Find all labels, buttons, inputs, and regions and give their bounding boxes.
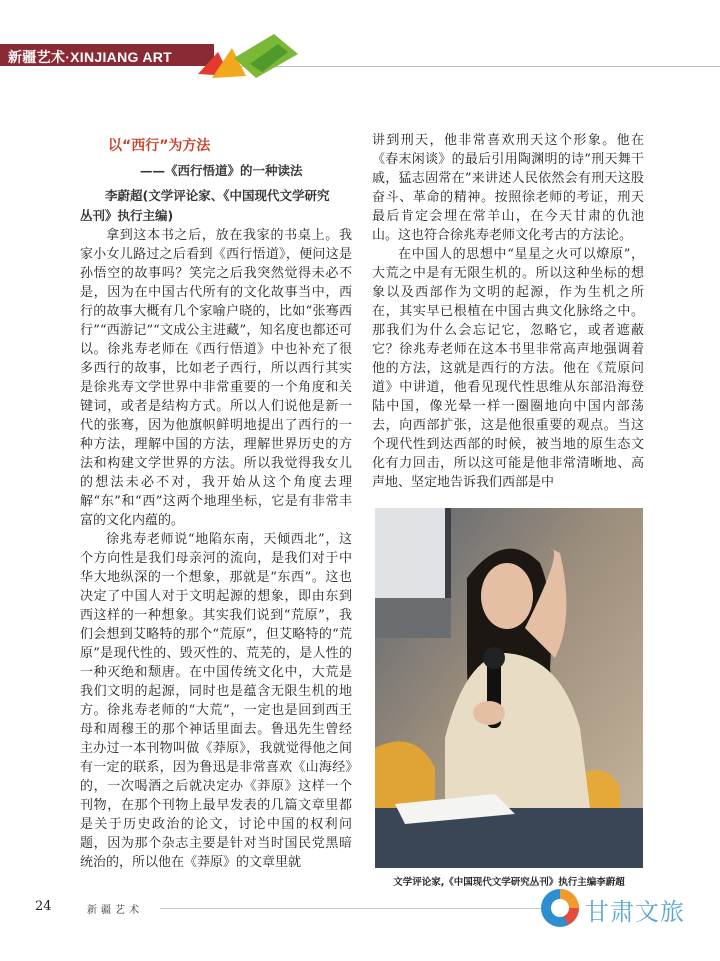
- article-subtitle: ——《西行悟道》的一种读法: [140, 163, 303, 178]
- body-paragraph: 在中国人的思想中“星星之火可以燎原”，大荒之中是有无限生机的。所以这种坐标的想象以及西部作为文明的起源，作为生机之所在，其实早已根植在中国古典文化脉络之中。那我们为什么会忘记它，忽略它，或者遮蔽它？徐兆寿老师在这本书里非常高声地强调着他的方法，这就是西行的方法。他在《荒原问道》中讲道，他看见现代性思维从东部沿海登陆中国，像光晕一样一圈圈地向中国内部荡去，向西部扩张，这是他很重要的观点。当这个现代性到达西部的时候，被当地的原生态文化有力回击，所以这可能是他非常清晰地、高声地、坚定地告诉我们西部是中: [372, 247, 644, 490]
- footer-rule: [160, 908, 550, 909]
- body-paragraph: 徐兆寿老师说“地陷东南，天倾西北”，这个方向性是我们母亲河的流向，是我们对于中华大地纵深的一个想象，那就是“东西”。这也决定了中国人对于文明起源的想象，即由东到西这样的一种想象。其实我们说到“荒原”，我们会想到艾略特的那个“荒原”，但艾略特的“荒原”是现代性的、毁灭性的、荒芜的，是人性的一种灭绝和颓唐。在中国传统文化中，大荒是我们文明的起源，同时也是蕴含无限生机的地方。徐兆寿老师的“大荒”，一定也是回到西王母和周穆王的那个神话里面去。鲁迅先生曾经主办过一本刊物叫做《莽原》，我就觉得他之间有一定的联系，因为鲁迅是非常喜欢《山海经》的，一次喝酒之后就决定办《莽原》这样一个刊物，在那个刊物上最早发表的几篇文章里都是关于历史政治的论文，讨论中国的权利问题，因为那个杂志主要是针对当时国民党黑暗统治的，所以他在《莽原》的文章里就: [80, 532, 352, 870]
- author-line-cont: 丛刊》执行主编): [80, 208, 174, 223]
- footer-magazine-name: 新疆艺术: [87, 905, 143, 916]
- article-title: 以“西行”为方法: [108, 138, 211, 154]
- page-number: 24: [35, 899, 52, 914]
- author-photo: [375, 508, 643, 868]
- photo-illustration: [375, 508, 643, 868]
- left-column: [80, 137, 352, 872]
- body-paragraph: 讲到刑天，他非常喜欢刑天这个形象。他在《春末闲谈》的最后引用陶渊明的诗“刑天舞干戚，猛志固常在”来讲述人民依然会有刑天这股奋斗、革命的精神。按照徐老师的考证，刑天最后肯定会埋在常羊山，在今天甘肃的仇池山。这也符合徐兆寿老师文化考古的方法论。: [372, 133, 644, 243]
- magazine-header: [0, 40, 720, 70]
- photo-caption: 文学评论家,《中国现代文学研究丛刊》执行主编李蔚超: [393, 877, 625, 888]
- author-line: 李蔚超(文学评论家、《中国现代文学研究: [105, 188, 330, 203]
- watermark: [538, 886, 713, 932]
- header-logo-icon: [190, 28, 300, 88]
- watermark-text: 甘肃文旅: [585, 898, 685, 926]
- body-paragraph: 拿到这本书之后，放在我家的书桌上。我家小女儿路过之后看到《西行悟道》，便问这是孙悟空的故事吗？笑完之后我突然觉得未必不是，因为在中国古代所有的文化故事当中，西行的故事大概有几个家喻户晓的，比如“张骞西行”“西游记”“文成公主进藏”，知名度也都还可以。徐兆寿老师在《西行悟道》中也补充了很多西行的故事，比如老子西行，所以西行其实是徐兆寿文学世界中非常重要的一个角度和关键词，或者是结构方式。所以人们说他是新一代的张骞，因为他旗帜鲜明地提出了西行的一种方法，理解中国的方法，理解世界历史的方法和构建文学世界的方法。所以我觉得我女儿的想法未必不对，我开始从这个角度去理解“东”和“西”这两个地理坐标，它是有非常丰富的文化内蕴的。: [80, 228, 352, 528]
- right-column: [372, 131, 644, 492]
- magazine-header-title: 新疆艺术·XINJIANG ART: [8, 49, 173, 65]
- watermark-logo-icon: [538, 886, 582, 930]
